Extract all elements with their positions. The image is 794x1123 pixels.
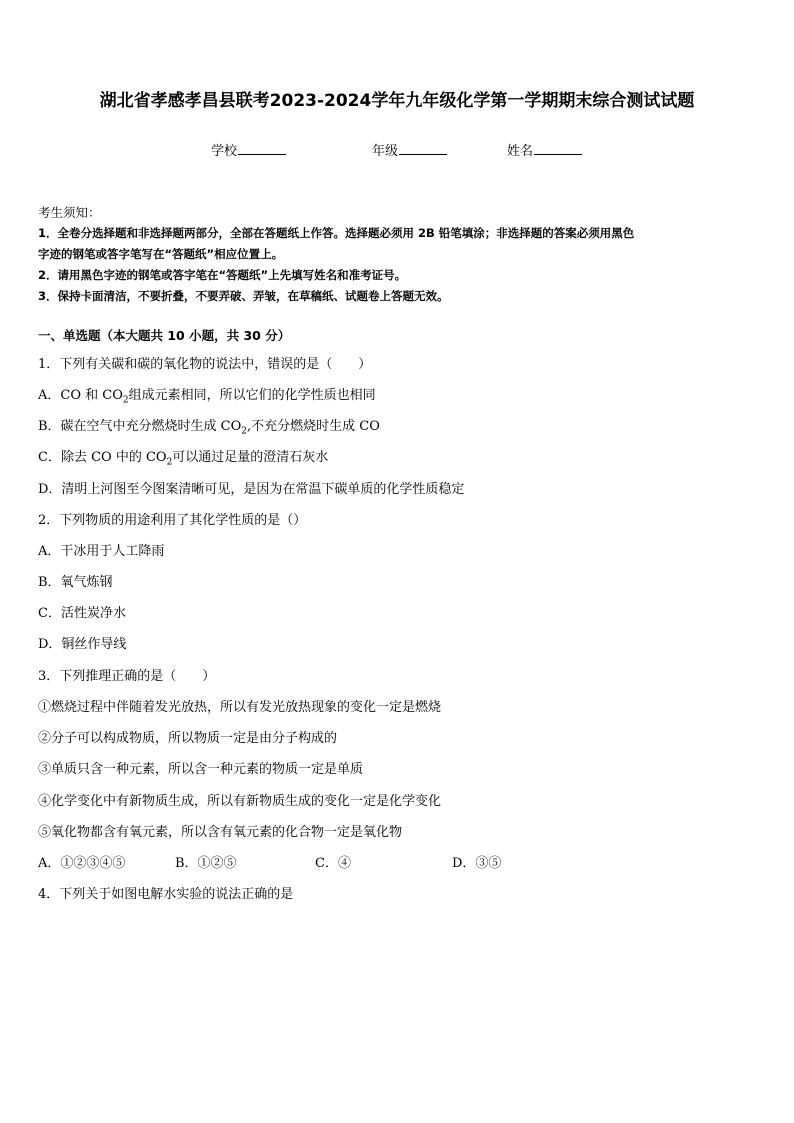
q3-option-a: A．①②③④⑤ [38, 856, 126, 871]
student-info-row [0, 140, 794, 160]
exam-notice [38, 202, 758, 307]
q2-option-a: A．干冰用于人工降雨 [38, 544, 165, 559]
q3-statement-3: ③单质只含一种元素，所以含一种元素的物质一定是单质 [38, 762, 364, 777]
q3-statement-5: ⑤氧化物都含有氧元素，所以含有氧元素的化合物一定是氧化物 [38, 825, 403, 840]
notice-heading: 考生须知： [38, 205, 101, 220]
q3-option-c: C．④ [315, 856, 351, 871]
q1-option-b: B．碳在空气中充分燃烧时生成 $CO_2$,不充分燃烧时生成 CO [38, 419, 380, 437]
notice-item-1a: 1．全卷分选择题和非选择题两部分，全部在答题纸上作答。选择题必须用 2B 铅笔填涂；非选择题的答案必须用黑色 [38, 226, 635, 240]
notice-item-2: 2．请用黑色字迹的钢笔或答字笔在“答题纸”上先填写姓名和准考证号。 [38, 268, 407, 282]
q2-option-c: C．活性炭净水 [38, 606, 126, 621]
q3-statement-4: ④化学变化中有新物质生成，所以有新物质生成的变化一定是化学变化 [38, 794, 442, 809]
name-field [507, 140, 582, 159]
q1-stem: 1．下列有关碳和碳的氧化物的说法中，错误的是（ ） [38, 357, 372, 372]
name-label: 姓名 [507, 144, 534, 159]
q3-statement-2: ②分子可以构成物质，所以物质一定是由分子构成的 [38, 731, 338, 746]
q2-option-b: B．氧气炼钢 [38, 575, 113, 590]
grade-blank [399, 141, 447, 155]
q2-option-d: D．铜丝作导线 [38, 637, 127, 652]
q3-option-d: D．③⑤ [452, 856, 502, 871]
q3-statement-1: ①燃烧过程中伴随着发光放热，所以有发光放热现象的变化一定是燃烧 [38, 700, 442, 715]
notice-item-1b: 字迹的钢笔或答字笔写在“答题纸”相应位置上。 [38, 247, 284, 261]
q3-option-b: B．①②⑤ [175, 856, 237, 871]
q4-stem: 4．下列关于如图电解水实验的说法正确的是 [38, 887, 294, 902]
name-blank [534, 141, 582, 155]
grade-label: 年级 [372, 144, 399, 159]
q1-option-a: A．CO 和 $CO_2$组成元素相同，所以它们的化学性质也相同 [38, 388, 376, 406]
q2-stem: 2．下列物质的用途利用了其化学性质的是（） [38, 513, 307, 528]
school-label: 学校 [211, 144, 238, 159]
grade-field [372, 140, 447, 159]
school-blank [238, 141, 286, 155]
page-title: 湖北省孝感孝昌县联考2023-2024学年九年级化学第一学期期末综合测试试题 [99, 91, 695, 111]
q3-stem: 3．下列推理正确的是（ ） [38, 669, 216, 684]
school-field [211, 140, 286, 159]
q1-option-d: D．清明上河图至今图案清晰可见，是因为在常温下碳单质的化学性质稳定 [38, 482, 465, 497]
section-heading: 一、单选题（本大题共 10 小题，共 30 分） [38, 328, 291, 343]
q1-option-c: C．除去 CO 中的 $CO_2$可以通过足量的澄清石灰水 [38, 450, 329, 468]
notice-item-3: 3．保持卡面清洁，不要折叠，不要弄破、弄皱，在草稿纸、试题卷上答题无效。 [38, 289, 449, 303]
